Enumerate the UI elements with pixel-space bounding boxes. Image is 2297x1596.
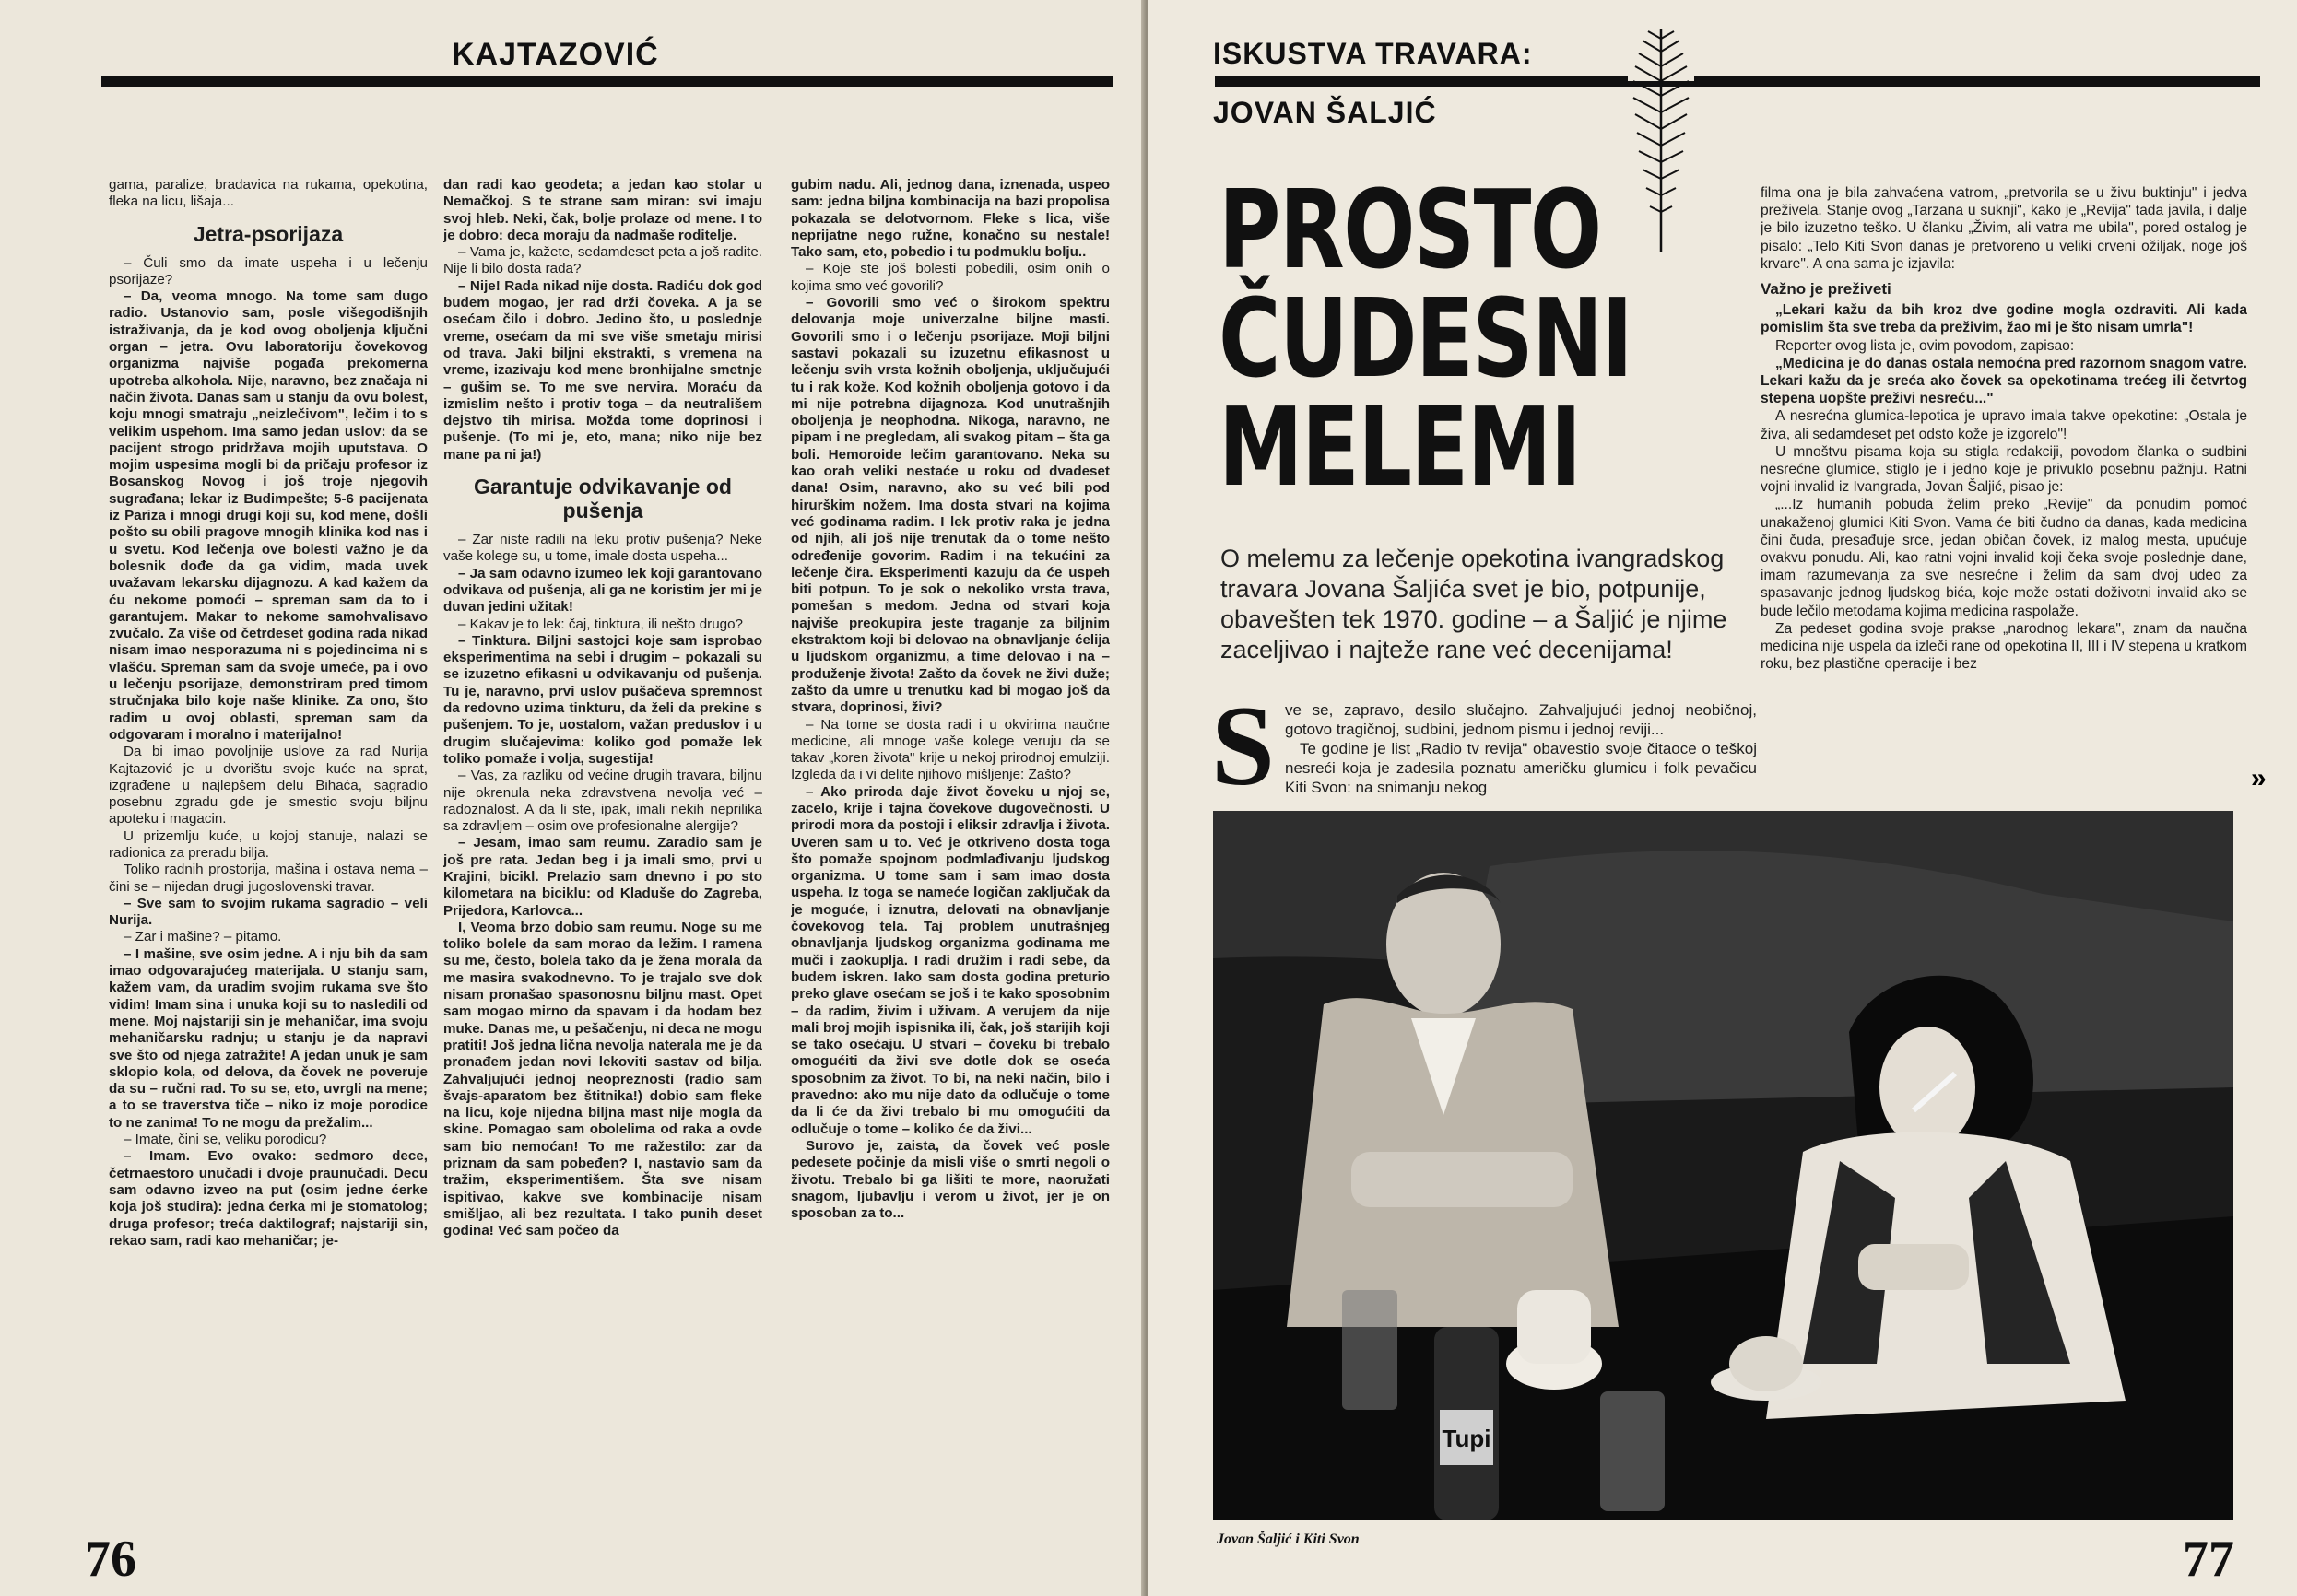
paragraph: „...Iz humanih pobuda želim preko „Revije" da ponudim pomoć unakaženoj glumici Kiti Svon. Vama će biti čudno da danas, kada medicina čini čuda, presađuje srce, jedan običan čovek, iz malog mesta, upućuje ovakvu ponudu. Ali, kao ratni vojni invalid koji čeka svoje poslednje dane, imam razumevanja za sve nesrećne i želim da sam dvoj udeo za spasavanje jednog ljudskog bića, koje može ostati doživotni invalid ako se bude lečilo metodama kojima medicina raspolaže. — [1761, 497, 2247, 619]
paragraph: – Čuli smo da imate uspeha i u lečenju psorijaze? — [109, 254, 428, 288]
page-number: 76 — [85, 1531, 136, 1588]
subheading: Jetra-psorijaza — [193, 221, 344, 246]
paragraph: – Koje ste još bolesti pobedili, osim onih o kojima smo već govorili? — [791, 261, 1110, 294]
photo-caption: Jovan Šaljić i Kiti Svon — [1217, 1531, 1360, 1547]
paragraph: „Medicina je do danas ostala nemoćna pred razornom snagom vatre. Lekari kažu da je sreća ako čovek sa opekotinama trećeg ili četvrtog stepena uopšte preživi nesreću..." — [1761, 355, 2247, 407]
paragraph: – Govorili smo već o širokom spektru delovanja moje univerzalne biljne masti. Govorili smo i o lečenju psorijaze. Moji biljni sastavi pokazali su izuzetnu efikasnost u lečenju svih vrsta kožnih oboljenja, uključujući tu i rak kože. Kod kožnih oboljenja gotovo i da mi nije potrebna dijagnoza. Kod unutrašnjih oboljenja je neophodna. Nikoga, naravno, ne pipam i ne pregledam, ali svakog pitam – šta ga boli. Hemoroide lečim garantovano. Neka su kao orah veliki nestaće u roku od dvadeset dana! Osim, naravno, ako su već bili pod hirurškim nožem. Ima dosta stvari na kojima već godinama radim. I lek protiv raka je jedna od njih, ali još nije trenutak da o tome nešto određenije govorim. Radim i na tekućini za lečenje čira. Eksperimenti kazuju da će uspeh biti potpun. To je sok o nekoliko vrsta trava, pomešan s medom. Jedna od stvari koja najviše preokupira jeste traganje za biljnim ekstraktom koji bi delovao na obnavljanje ćelija u ljudskom organizmu, a time delovao i na – produženje života! Zašto da čovek ne živi duže; zašto da umre u trenutku kad bi mogao još da stvara, doprinosi, živi? — [791, 295, 1110, 716]
subheading: Garantuje odvikavanje od pušenja — [474, 475, 732, 523]
intro-body — [1285, 700, 1757, 739]
paragraph: – Tinktura. Biljni sastojci koje sam isprobao eksperimentima na sebi i drugim – pokazali su se izuzetno efikasni u odvikavanju od pušenja. Tu je, naravno, prvi uslov pušačeva spremnost da redovno uzima tinkturu, da želi da prekine s pušenjem. To je, uostalom, važan preduslov i u drugim slučajevima: koliko god pomaže lek toliko pomaže i volja, sugestija! — [443, 632, 762, 767]
paragraph: Za pedeset godina svoje prakse „narodnog lekara", znam da naučna medicina nije uspela da izleči rane od opekotina II, III i IV stepena u kratkom roku, bez plastične operacije i bez — [1761, 620, 2247, 673]
paragraph: Toliko radnih prostorija, mašina i ostava nema – čini se – nijedan drugi jugoslovenski travar. — [109, 862, 428, 895]
header-rule — [1215, 76, 2260, 87]
paragraph: – Ako priroda daje život čoveku u njoj se, zacelo, krije i tajna čovekove dugovečnosti. U prirodi mora da postoji i eliksir zdravlja i života. Uveren sam u to. Već je otkriveno dosta toga što pomaže spojnom podmlađivanju ljudskog organizma. U tome sam i sam imao dosta uspeha. Iz toga se nameće logičan zaključak da je moguće, i iznutra, delovati na obnavljanje čovekovog tela. Taj problem unutrašnjeg obnavljanja ljudskog organizma godinama me muči i zaokuplja. I radi družim i radi sebe, da budem iskren. Iako sam dosta godina preturio preko glave osećam se još i te kako sposobnim – da radim, živim i uživam. A verujem da nije mali broj mojih ispisnika ili, čak, još starijih koji se tako osećaju. U stvari – čoveku bi trebalo omogućiti da živi sve dotle dok se oseća sposobnim za život. To bi, na neki način, bilo i pravedno: ako mu nije dato da odlučuje o tome da li će da živi trebalo bi mu omogućiti da odlučuje o tome – koliko će da živi... — [791, 783, 1110, 1137]
lead-paragraph: O melemu za lečenje opekotina ivangradskog travara Jovana Šaljića svet je bio, potpunije, obavešten tek 1970. godine – a Šaljić je njime zaceljivao i najteže rane već decenijama! — [1220, 545, 1727, 663]
paragraph: „Lekari kažu da bih kroz dve godine mogla ozdraviti. Ali kada pomislim šta sve treba da preživim, žao mi je što nisam umrla"! — [1761, 302, 2247, 336]
right-page — [1148, 0, 2297, 1596]
paragraph: – Na tome se dosta radi i u okvirima naučne medicine, ali mnoge vaše kolege veruju da se takav „koren života" krije u nekoj prirodnoj emulziji. Izgleda da i vi delite njihovo mišljenje: Zašto? — [791, 716, 1110, 783]
article-column-3 — [791, 177, 1110, 1545]
paragraph: – Da, veoma mnogo. Na tome sam dugo radio. Ustanovio sam, posle višegodišnjih istraživanja, da je kod ovog oboljenja ključni organ – jetra. Ovu laboratoriju čovekovog organizma najviše pogađa prekomerna upotreba alkohola. Nije, naravno, bez značaja ni način života. Danas sam u stanju da ovu bolest, koju mnogi smatraju „neizlečivom", lečim i to s velikim uspehom. Ima samo jedan uslov: da se pacijent strogo pridržava mojih uputstava. O mojim uspesima mogli bi da pričaju profesor iz Bosanskog Novog i još troje njegovih sugrađana; lekar iz Budimpešte; 5-6 pacijenata iz Pariza i mnogi drugi koji su, kod mene, došli pošto su obili pragove mnogih klinika kod nas i u svetu. Kod lečenja ove bolesti važno je da bolesnik dođe da ga vidim, mada uvek uvažavam lekarsku dijagnozu. A kad kažem da ću nekome pomoći – spreman sam da to i garantujem. Makar to nekome samohvalisavo zvučalo. Za više od četrdeset godina rada nikad nisam imao nesporazuma ni s pojedincima ni s vlašću. Spreman sam da svoje umeće, pa i ovo u lečenju psorijaze, demonstriram pred timom stručnjaka bilo koje naše klinike. Za ono, što radim u ovoj oblasti, spreman sam da odgovaram i moralno i materijalno! — [109, 288, 428, 743]
header-rule — [101, 76, 1113, 87]
drop-cap: S — [1211, 683, 1275, 809]
running-head: KAJTAZOVIĆ — [452, 37, 659, 72]
intro-body-continued — [1285, 739, 1757, 797]
continued-arrow-icon: » — [2251, 763, 2267, 793]
right-article-column — [1761, 184, 2247, 792]
running-head-name: JOVAN ŠALJIĆ — [1213, 96, 1437, 129]
page-number: 77 — [2183, 1531, 2234, 1588]
paragraph: A nesrećna glumica-lepotica je upravo imala takve opekotine: „Ostala je živa, ali sedamdeset pet odsto kože je izgorelo"! — [1761, 408, 2247, 442]
subheading: Važno je preživeti — [1761, 280, 1891, 299]
paragraph: – Ja sam odavno izumeo lek koji garantovano odvikava od pušenja, ali ga ne koristim jer mi je duvan jedini užitak! — [443, 565, 762, 616]
paragraph: – Nije! Rada nikad nije dosta. Radiću dok god budem mogao, jer rad drži čoveka. A ja se osećam čilo i dobro. Jedino što, u poslednje vreme, osećam da mi sve više smetaju mirisi od trava. Jaki biljni ekstrakti, s vremena na vreme, izazivaju kod mene bronhijalne smetnje – gušim se. To me sve nervira. Moraću da izmislim nešto i protiv toga – da neutrališem dejstvo tih mirisa. Možda tome doprinosi i pušenje. (To mi je, eto, mana; niko nije bez mane pa ni ja!) — [443, 277, 762, 463]
article-column-2 — [443, 177, 762, 1545]
paragraph: gubim nadu. Ali, jednog dana, iznenada, uspeo sam: jedna biljna kombinacija na bazi propolisa pokazala se delotvornom. Fleke s lica, više neprijatne nego ružne, konačno su nestale! Tako sam, eto, pobedio i tu podmuklu bolju.. — [791, 177, 1110, 261]
paragraph: – Vama je, kažete, sedamdeset peta a još radite. Nije li bilo dosta rada? — [443, 244, 762, 277]
headline — [1219, 166, 1632, 510]
fir-branch-icon — [1628, 26, 1694, 256]
paragraph: dan radi kao geodeta; a jedan kao stolar u Nemačkoj. S te strane sam miran: svi imaju svoj hleb. Neki, čak, bolje prolaze od mene. I to je dobro: deca moraju da nadmaše roditelje. — [443, 177, 762, 243]
headline-line: MELEMI — [1219, 383, 1581, 510]
paragraph: – Imate, čini se, veliku porodicu? — [124, 1132, 327, 1148]
paragraph: U prizemlju kuće, u kojoj stanuje, nalazi se radionica za preradu bilja. — [109, 827, 428, 861]
paragraph: – Sve sam to svojim rukama sagradio – veli Nurija. — [109, 895, 428, 929]
running-head-series: ISKUSTVA TRAVARA: — [1213, 37, 1533, 70]
paragraph: – Kakav je to lek: čaj, tinktura, ili nešto drugo? — [458, 616, 743, 632]
paragraph: U mnoštvu pisama koja su stigla redakciji, povodom članka o sudbini nesrećne glumice, stiglo je i jedno koje je privuklo posebnu pažnju. Ratni vojni invalid iz Ivangrada, Jovan Šaljić, pisao je: — [1761, 443, 2247, 496]
paragraph: Reporter ovog lista je, ovim povodom, zapisao: — [1775, 337, 2075, 354]
paragraph: – I mašine, sve osim jedne. A i nju bih da sam imao odgovarajućeg materijala. U stanju sam, kažem vam, da uradim svojim rukama sve što vidim! Imam sina i unuka koji su to nasledili od mene. Moj najstariji sin je mehaničar, ima svoju mehaničarsku radnju; u stanju je da napravi sve što od njega zatražite! A jedan unuk je sam sklopio kola, od delova, da čovek ne poveruje da su – ručni rad. To su se, eto, uvrgli na mene; a to se traverstva tiče – niko iz moje porodice to ne zanima! To ne mogu da prežalim... — [109, 945, 428, 1131]
paragraph: – Zar i mašine? – pitamo. — [124, 929, 282, 945]
paragraph: – Vas, za razliku od većine drugih travara, biljnu nije okrenula neka zdravstvena nevolja već – radoznalost. A da li ste, ipak, imali nekih neprilika sa zdravljem – osim ove profesionalne alergije? — [443, 768, 762, 835]
paragraph: – Zar niste radili na leku protiv pušenja? Neke vaše kolege su, u tome, imale dosta uspeha... — [443, 532, 762, 565]
paragraph: gama, paralize, bradavica na rukama, opekotina, fleka na licu, lišaja... — [109, 177, 428, 210]
bottle-label: Tupi — [1442, 1425, 1491, 1452]
photo-saljic-and-swan — [1213, 811, 2233, 1520]
headline-line: PROSTO — [1219, 166, 1601, 293]
paragraph: Surovo je, zaista, da čovek već posle pedesete počinje da misli više o smrti negoli o životu. Trebalo bi ga lišiti te more, naoružati snagom, ljubavlju i verom u život, jer je on sposoban za to... — [791, 1137, 1110, 1222]
paragraph: Te godine je list „Radio tv revija" obavestio svoje čitaoce o teškoj nesreći koja je zadesila poznatu američku glumicu i folk pevačicu Kiti Svon: na snimanju nekog — [1285, 740, 1757, 796]
paragraph: – Jesam, imao sam reumu. Zaradio sam je još pre rata. Jedan beg i ja imali smo, prvi u Krajini, bicikl. Prelazio sam dnevno i po sto kilometara na biciklu: od Kladuše do Zagreba, Prijedora, Karlovca... — [443, 835, 762, 919]
paragraph: ve se, zapravo, desilo slučajno. Zahvaljujući jednoj neobičnoj, gotovo tragičnoj, sudbini, jednom pismu i jednoj reviji... — [1285, 701, 1757, 738]
paragraph: I, Veoma brzo dobio sam reumu. Noge su me toliko bolele da sam morao da ležim. I ramena su me, često, bolela tako da je žena morala da me masira svakodnevno. To je trajalo sve dok nisam pronašao spasonosnu biljnu mast. Opet sam mogao mirno da spavam i da hodam bez muke. Danas me, u pešačenju, ni deca ne mogu pratiti! Još jedna lična nevolja naterala me je da pronađem jedan novi lekoviti sastav od bilja. Zahvaljujući jednoj neopreznosti (radio sam švajs-aparatom bez štitnika!) dobio sam fleke na licu, koje nijedna biljna mast nije mogla da skine. Pomagao sam obolelima od raka a ovde sam bio nemoćan! To me ražestilo: zar da priznam da sam pobeđen? I, nastavio sam da tražim, eksperimentišem. Šta sve nisam ispitivao, kakve sve kombinacije nisam smišljao, ali bez rezultata. I tako punih deset godina! Već sam počeo da — [443, 919, 762, 1239]
headline-line: ČUDESNI — [1219, 275, 1632, 402]
paragraph: filma ona je bila zahvaćena vatrom, „pretvorila se u živu buktinju" i jedva preživela. Stanje ovog „Tarzana u suknji", kako je „Revija" tada javila, i dalje je bilo izuzetno teško. U članku „Živim, ali vatra me ubila", pored ostalog je pisalo: „Telo Kiti Svon danas je pretvoreno u veliki crveni ožiljak, noge još krvare". A ona sama je izjavila: — [1761, 185, 2247, 272]
paragraph: Da bi imao povoljnije uslove za rad Nurija Kajtazović je u dvorištu svoje kuće na sprat, izgrađene u najlepšem delu Bihaća, sagradio posebnu zgradu gde je smestio svoju biljnu apoteku i magacin. — [109, 744, 428, 827]
left-page — [0, 0, 1145, 1596]
paragraph: – Imam. Evo ovako: sedmoro dece, četrnaestoro unučadi i dvoje praunučadi. Decu sam odavno izveo na put (osim jedne ćerke koja još studira): jedna ćerka mi je stomatolog; druga profesor; treća daktilograf; najstariji sin, rekao sam, radi kao mehaničar; je- — [109, 1148, 428, 1249]
article-column-1 — [109, 177, 428, 1536]
